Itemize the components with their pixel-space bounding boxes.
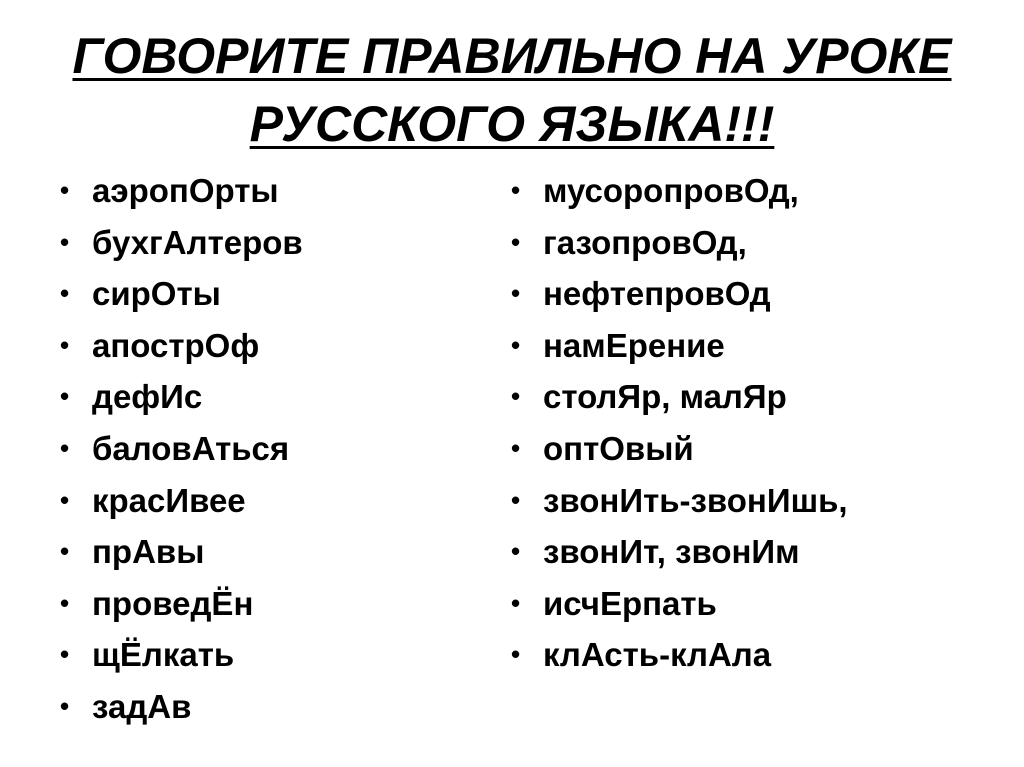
list-item — [54, 217, 303, 269]
list-item — [505, 475, 848, 527]
list-item — [54, 371, 303, 423]
word-text: мусоропровОд, — [543, 172, 799, 209]
word-text: проведЁн — [92, 584, 254, 622]
word-text: оптОвый — [543, 429, 694, 467]
list-item — [54, 526, 303, 578]
bullet-icon: • — [511, 639, 521, 670]
bullet-icon: • — [60, 536, 70, 567]
bullet-icon: • — [511, 536, 521, 567]
list-item — [505, 629, 848, 681]
word-text: щЁлкать — [92, 636, 235, 674]
title-line-2: РУССКОГО ЯЗЫКА!!! — [249, 96, 775, 152]
word-text: бухгАлтеров — [92, 223, 303, 261]
word-text: клАсть-клАла — [543, 636, 772, 674]
list-item — [505, 320, 848, 372]
bullet-icon: • — [60, 587, 70, 618]
word-text: дефИс — [92, 378, 203, 416]
word-text: нефтепровОд — [543, 275, 771, 313]
list-item — [505, 217, 848, 269]
list-item — [54, 681, 303, 733]
list-item — [54, 475, 303, 527]
title-line-1: ГОВОРИТЕ ПРАВИЛЬНО НА УРОКЕ — [72, 28, 952, 84]
list-item — [54, 165, 303, 217]
word-text: баловАться — [92, 429, 290, 467]
bullet-icon: • — [60, 226, 70, 257]
word-text: столЯр, малЯр — [543, 378, 787, 416]
word-text: прАвы — [92, 533, 205, 571]
word-text: сирОты — [92, 275, 221, 313]
bullet-icon: • — [511, 432, 521, 463]
bullet-icon: • — [60, 278, 70, 309]
list-item — [505, 578, 848, 630]
bullet-icon: • — [60, 690, 70, 721]
word-text: исчЕрпать — [543, 584, 717, 622]
list-item — [54, 423, 303, 475]
left-word-list — [54, 165, 303, 733]
bullet-icon: • — [60, 329, 70, 360]
word-text: намЕрение — [543, 326, 725, 364]
list-item — [505, 371, 848, 423]
bullet-icon: • — [60, 639, 70, 670]
bullet-icon: • — [60, 484, 70, 515]
bullet-icon: • — [511, 226, 521, 257]
bullet-icon: • — [60, 381, 70, 412]
word-text: звонИть-звонИшь, — [543, 481, 848, 519]
word-text: аэропОрты — [92, 172, 279, 209]
bullet-icon: • — [511, 484, 521, 515]
bullet-icon: • — [511, 175, 521, 205]
bullet-icon: • — [60, 432, 70, 463]
slide-title — [0, 22, 1024, 158]
list-item — [54, 629, 303, 681]
list-item — [54, 578, 303, 630]
list-item — [54, 268, 303, 320]
word-text: звонИт, звонИм — [543, 533, 800, 571]
list-item — [505, 165, 848, 217]
list-item — [505, 526, 848, 578]
right-word-list — [505, 165, 848, 681]
bullet-icon: • — [60, 175, 70, 205]
bullet-icon: • — [511, 329, 521, 360]
list-item — [505, 423, 848, 475]
word-text: задАв — [92, 687, 192, 725]
word-text: апострОф — [92, 326, 260, 364]
bullet-icon: • — [511, 587, 521, 618]
list-item — [505, 268, 848, 320]
bullet-icon: • — [511, 381, 521, 412]
list-item — [54, 320, 303, 372]
word-text: газопровОд, — [543, 223, 747, 261]
word-text: красИвее — [92, 481, 246, 519]
bullet-icon: • — [511, 278, 521, 309]
